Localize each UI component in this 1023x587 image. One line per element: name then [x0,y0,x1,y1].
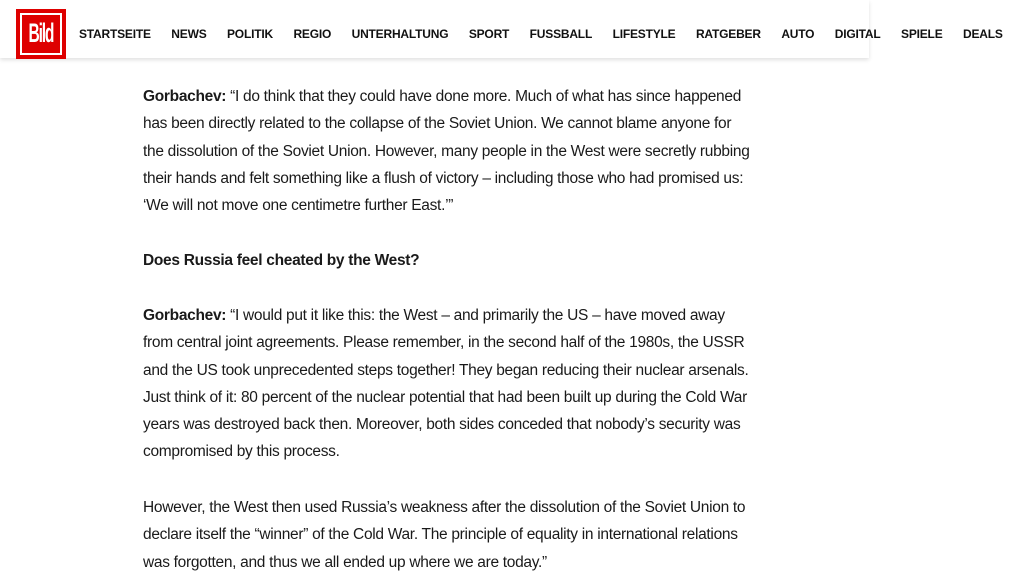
nav-item-fussball[interactable]: FUSSBALL [529,27,593,41]
nav-item-startseite[interactable]: STARTSEITE [79,27,151,41]
nav-item-politik[interactable]: POLITIK [227,27,273,41]
nav-item-regio[interactable]: REGIO [293,27,332,41]
nav-item-deals[interactable]: DEALS [963,27,1003,41]
answer-paragraph-2 [143,302,753,466]
nav-item-news[interactable]: NEWS [171,27,207,41]
nav-item-auto[interactable]: AUTO [781,27,815,41]
answer-paragraph-1 [143,83,753,219]
top-navigation-bar [0,0,1003,58]
nav-item-digital[interactable]: DIGITAL [834,27,881,41]
bild-logo[interactable] [16,9,66,59]
main-nav [79,27,1023,41]
bild-logo-frame [20,13,62,55]
nav-item-lifestyle[interactable]: LIFESTYLE [612,27,676,41]
answer-text: “I do think that they could have done more. Much of what has since happened has been directly related to the collapse of the Soviet Union. We cannot blame anyone for the dissolution of the Soviet Union. However, many people in the West were secretly rubbing their hands and felt something like a flush of victory – including those who had promised us: ‘We will not move one centimetre further East.’” [143,88,750,215]
nav-item-ratgeber[interactable]: RATGEBER [695,27,761,41]
interview-question: Does Russia feel cheated by the West? [143,252,420,269]
speaker-label: Gorbachev: [143,88,227,105]
answer-paragraph-3: However, the West then used Russia’s weakness after the dissolution of the Soviet Union to declare itself the “winner” of the Cold War. The principle of equality in international relations was forgotten, and thus we all ended up where we are today.” [143,499,746,571]
nav-item-spiele[interactable]: SPIELE [901,27,943,41]
nav-item-unterhaltung[interactable]: UNTERHALTUNG [351,27,449,41]
answer-text: “I would put it like this: the West – and primarily the US – have moved away from central joint agreements. Please remember, in the second half of the 1980s, the USSR and the US took unprecedented steps together! They began reducing their nuclear arsenals. Just think of it: 80 percent of the nuclear potential that had been built up during the Cold War years was destroyed back then. Moreover, both sides conceded that nobody’s security was compromised by this process. [143,307,749,461]
bild-logo-text: Bild [28,19,54,49]
nav-item-sport[interactable]: SPORT [468,27,510,41]
speaker-label: Gorbachev: [143,307,227,324]
